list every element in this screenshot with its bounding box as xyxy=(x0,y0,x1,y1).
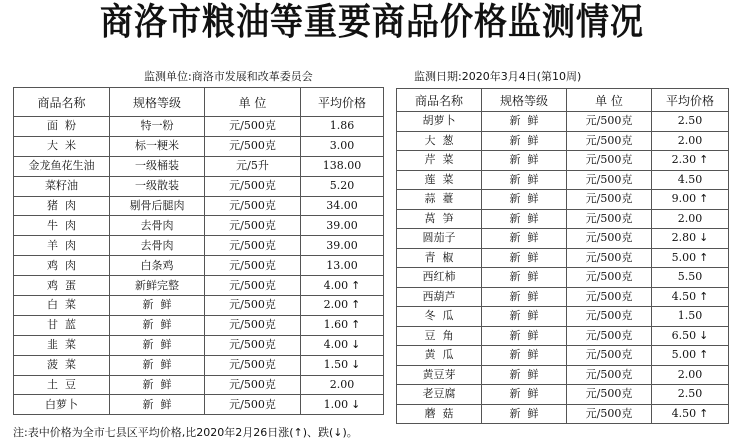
cell-price xyxy=(652,346,729,366)
cell-name: 胡萝卜 xyxy=(397,112,482,132)
cell-name: 圆茄子 xyxy=(397,229,482,249)
price-value: 2.00 xyxy=(323,298,349,312)
cell-unit: 元/500克 xyxy=(567,248,652,268)
cell-price xyxy=(652,365,729,385)
cell-name: 白 菜 xyxy=(14,296,110,316)
cell-grade: 新 鲜 xyxy=(482,112,567,132)
cell-unit: 元/500克 xyxy=(205,276,301,296)
cell-grade: 新 鲜 xyxy=(482,131,567,151)
arrow-up-icon: ↑ xyxy=(699,406,709,420)
cell-grade: 新 鲜 xyxy=(482,326,567,346)
cell-grade: 一级散装 xyxy=(110,176,205,196)
column-header-grade: 规格等级 xyxy=(482,89,567,112)
cell-unit: 元/500克 xyxy=(205,335,301,355)
cell-price xyxy=(652,229,729,249)
cell-price xyxy=(652,190,729,210)
cell-unit: 元/500克 xyxy=(567,365,652,385)
table-header-row xyxy=(397,89,729,112)
table-row xyxy=(397,365,729,385)
cell-unit: 元/500克 xyxy=(567,268,652,288)
cell-name: 牛 肉 xyxy=(14,216,110,236)
arrow-up-icon: ↑ xyxy=(699,289,709,303)
cell-price xyxy=(652,385,729,405)
price-value: 1.00 xyxy=(323,397,349,411)
monitor-date: 监测日期:2020年3月4日(第10周) xyxy=(414,70,582,83)
cell-price xyxy=(301,355,384,375)
column-header-name: 商品名称 xyxy=(397,89,482,112)
cell-name: 西红柿 xyxy=(397,268,482,288)
cell-price xyxy=(301,276,384,296)
price-value: 1.50 xyxy=(323,358,349,372)
cell-grade: 新 鲜 xyxy=(482,229,567,249)
arrow-up-icon: ↑ xyxy=(699,250,709,264)
cell-grade: 新 鲜 xyxy=(482,170,567,190)
cell-unit: 元/500克 xyxy=(205,136,301,156)
column-header-grade: 规格等级 xyxy=(110,88,205,117)
price-value: 4.50 xyxy=(671,289,697,303)
arrow-down-icon: ↓ xyxy=(699,328,709,342)
cell-name: 白萝卜 xyxy=(14,395,110,415)
column-header-unit: 单 位 xyxy=(567,89,652,112)
cell-name: 金龙鱼花生油 xyxy=(14,156,110,176)
table-row xyxy=(14,256,384,276)
arrow-down-icon: ↓ xyxy=(351,397,361,411)
table-row xyxy=(14,355,384,375)
cell-grade: 标一粳米 xyxy=(110,136,205,156)
cell-unit: 元/500克 xyxy=(567,112,652,132)
cell-price xyxy=(652,326,729,346)
column-header-name: 商品名称 xyxy=(14,88,110,117)
price-value: 34.00 xyxy=(326,199,358,212)
cell-unit: 元/500克 xyxy=(205,315,301,335)
column-header-price: 平均价格 xyxy=(652,89,729,112)
table-row xyxy=(14,375,384,395)
table-row xyxy=(397,307,729,327)
table-header-row xyxy=(14,88,384,117)
price-value: 4.00 xyxy=(323,338,349,352)
price-value: 1.86 xyxy=(329,119,355,133)
table-row xyxy=(14,236,384,256)
cell-price xyxy=(301,296,384,316)
cell-unit: 元/500克 xyxy=(205,355,301,375)
cell-unit: 元/500克 xyxy=(567,287,652,307)
table-row xyxy=(397,151,729,171)
table-row xyxy=(14,216,384,236)
arrow-down-icon: ↓ xyxy=(699,231,709,245)
cell-unit: 元/500克 xyxy=(567,170,652,190)
table-row xyxy=(397,229,729,249)
left-price-table xyxy=(13,87,384,415)
table-row xyxy=(14,395,384,415)
cell-grade: 新 鲜 xyxy=(110,335,205,355)
cell-name: 鸡 蛋 xyxy=(14,276,110,296)
cell-price xyxy=(301,375,384,395)
cell-price xyxy=(652,170,729,190)
price-value: 2.00 xyxy=(677,367,703,381)
price-value: 39.00 xyxy=(326,238,358,252)
cell-name: 土 豆 xyxy=(14,375,110,395)
price-value: 4.00 xyxy=(323,278,349,292)
table-row xyxy=(14,315,384,335)
price-value: 5.00 xyxy=(671,250,697,264)
price-value: 2.50 xyxy=(677,387,703,401)
arrow-down-icon: ↓ xyxy=(351,338,361,352)
price-value: 2.00 xyxy=(677,211,703,225)
table-row xyxy=(14,276,384,296)
cell-grade: 新 鲜 xyxy=(110,315,205,335)
cell-price xyxy=(652,307,729,327)
cell-price xyxy=(301,395,384,415)
cell-grade: 剔骨后腿肉 xyxy=(110,196,205,216)
cell-unit: 元/500克 xyxy=(567,307,652,327)
cell-price xyxy=(301,315,384,335)
cell-price xyxy=(652,268,729,288)
arrow-up-icon: ↑ xyxy=(699,192,709,206)
footnote: 注:表中价格为全市七县区平均价格,比2020年2月26日涨(↑)、跌(↓)。 xyxy=(13,426,358,439)
price-value: 2.00 xyxy=(329,378,355,392)
table-row xyxy=(397,326,729,346)
monitor-unit: 监测单位:商洛市发展和改革委员会 xyxy=(144,70,313,83)
table-row xyxy=(14,117,384,137)
cell-unit: 元/500克 xyxy=(205,236,301,256)
price-value: 1.50 xyxy=(677,309,703,323)
cell-grade: 特一粉 xyxy=(110,117,205,137)
cell-grade: 新 鲜 xyxy=(482,209,567,229)
cell-name: 西葫芦 xyxy=(397,287,482,307)
cell-unit: 元/500克 xyxy=(567,190,652,210)
cell-grade: 新 鲜 xyxy=(110,395,205,415)
cell-unit: 元/500克 xyxy=(567,346,652,366)
price-value: 138.00 xyxy=(322,159,362,173)
arrow-up-icon: ↑ xyxy=(351,318,361,332)
cell-unit: 元/500克 xyxy=(205,196,301,216)
arrow-up-icon: ↑ xyxy=(351,298,361,312)
cell-price xyxy=(301,117,384,137)
cell-grade: 新鲜完整 xyxy=(110,276,205,296)
cell-grade: 白条鸡 xyxy=(110,256,205,276)
table-row xyxy=(14,196,384,216)
price-value: 2.80 xyxy=(671,231,697,245)
arrow-up-icon: ↑ xyxy=(699,153,709,167)
price-value: 5.50 xyxy=(677,270,703,284)
price-value: 39.00 xyxy=(326,218,358,232)
cell-name: 菠 菜 xyxy=(14,355,110,375)
table-row xyxy=(397,190,729,210)
cell-grade: 一级桶装 xyxy=(110,156,205,176)
cell-grade: 去骨肉 xyxy=(110,216,205,236)
cell-grade: 新 鲜 xyxy=(482,190,567,210)
table-row xyxy=(397,385,729,405)
table-row xyxy=(397,112,729,132)
cell-price xyxy=(652,209,729,229)
cell-name: 黄豆芽 xyxy=(397,365,482,385)
table-row xyxy=(14,176,384,196)
cell-name: 蘑 菇 xyxy=(397,404,482,424)
cell-grade: 新 鲜 xyxy=(482,151,567,171)
cell-price xyxy=(301,256,384,276)
cell-name: 猪 肉 xyxy=(14,196,110,216)
cell-unit: 元/500克 xyxy=(205,117,301,137)
cell-price xyxy=(301,156,384,176)
cell-grade: 新 鲜 xyxy=(482,346,567,366)
cell-unit: 元/5升 xyxy=(205,156,301,176)
price-value: 5.20 xyxy=(329,179,355,193)
page-title: 商洛市粮油等重要商品价格监测情况 xyxy=(100,0,644,43)
price-value: 4.50 xyxy=(677,172,703,186)
cell-grade: 新 鲜 xyxy=(482,385,567,405)
cell-name: 黄 瓜 xyxy=(397,346,482,366)
cell-name: 羊 肉 xyxy=(14,236,110,256)
cell-grade: 新 鲜 xyxy=(482,268,567,288)
cell-price xyxy=(301,335,384,355)
price-value: 9.00 xyxy=(671,192,697,206)
price-value: 2.50 xyxy=(677,114,703,128)
cell-grade: 新 鲜 xyxy=(482,248,567,268)
cell-name: 芹 菜 xyxy=(397,151,482,171)
cell-unit: 元/500克 xyxy=(567,385,652,405)
cell-name: 面 粉 xyxy=(14,117,110,137)
table-row xyxy=(397,170,729,190)
cell-unit: 元/500克 xyxy=(567,229,652,249)
cell-grade: 新 鲜 xyxy=(482,307,567,327)
arrow-up-icon: ↑ xyxy=(351,278,361,292)
cell-name: 蒜 薹 xyxy=(397,190,482,210)
column-header-unit: 单 位 xyxy=(205,88,301,117)
cell-price xyxy=(652,248,729,268)
table-row xyxy=(397,209,729,229)
right-price-table xyxy=(396,88,729,424)
cell-unit: 元/500克 xyxy=(205,395,301,415)
cell-price xyxy=(652,112,729,132)
price-value: 6.50 xyxy=(671,328,697,342)
cell-unit: 元/500克 xyxy=(205,216,301,236)
table-row xyxy=(397,287,729,307)
price-value: 13.00 xyxy=(326,258,358,272)
cell-unit: 元/500克 xyxy=(205,375,301,395)
cell-unit: 元/500克 xyxy=(205,176,301,196)
cell-grade: 新 鲜 xyxy=(110,296,205,316)
cell-unit: 元/500克 xyxy=(205,296,301,316)
arrow-down-icon: ↓ xyxy=(351,358,361,372)
cell-grade: 去骨肉 xyxy=(110,236,205,256)
table-row xyxy=(14,335,384,355)
cell-price xyxy=(652,287,729,307)
table-row xyxy=(397,404,729,424)
cell-unit: 元/500克 xyxy=(567,131,652,151)
cell-grade: 新 鲜 xyxy=(482,287,567,307)
cell-unit: 元/500克 xyxy=(567,404,652,424)
price-value: 5.00 xyxy=(671,348,697,362)
column-header-price: 平均价格 xyxy=(301,88,384,117)
cell-name: 鸡 肉 xyxy=(14,256,110,276)
cell-name: 大 葱 xyxy=(397,131,482,151)
cell-name: 大 米 xyxy=(14,136,110,156)
cell-price xyxy=(301,236,384,256)
cell-price xyxy=(301,176,384,196)
cell-grade: 新 鲜 xyxy=(110,375,205,395)
cell-name: 老豆腐 xyxy=(397,385,482,405)
price-value: 3.00 xyxy=(329,139,355,153)
cell-unit: 元/500克 xyxy=(567,209,652,229)
cell-grade: 新 鲜 xyxy=(482,404,567,424)
cell-unit: 元/500克 xyxy=(205,256,301,276)
cell-name: 甘 蓝 xyxy=(14,315,110,335)
table-row xyxy=(14,156,384,176)
cell-name: 莴 笋 xyxy=(397,209,482,229)
table-row xyxy=(397,248,729,268)
table-row xyxy=(397,268,729,288)
cell-price xyxy=(652,404,729,424)
table-row xyxy=(14,296,384,316)
cell-name: 豆 角 xyxy=(397,326,482,346)
cell-name: 菜籽油 xyxy=(14,176,110,196)
table-row xyxy=(397,131,729,151)
cell-unit: 元/500克 xyxy=(567,151,652,171)
cell-name: 韭 菜 xyxy=(14,335,110,355)
table-row xyxy=(14,136,384,156)
cell-price xyxy=(301,136,384,156)
cell-price xyxy=(652,151,729,171)
cell-grade: 新 鲜 xyxy=(110,355,205,375)
cell-price xyxy=(301,216,384,236)
cell-name: 青 椒 xyxy=(397,248,482,268)
price-value: 2.00 xyxy=(677,133,703,147)
table-row xyxy=(397,346,729,366)
arrow-up-icon: ↑ xyxy=(699,348,709,362)
price-value: 2.30 xyxy=(671,153,697,167)
cell-name: 冬 瓜 xyxy=(397,307,482,327)
cell-grade: 新 鲜 xyxy=(482,365,567,385)
cell-name: 莲 菜 xyxy=(397,170,482,190)
price-value: 1.60 xyxy=(323,318,349,332)
cell-price xyxy=(652,131,729,151)
cell-price xyxy=(301,196,384,216)
cell-unit: 元/500克 xyxy=(567,326,652,346)
price-value: 4.50 xyxy=(671,406,697,420)
